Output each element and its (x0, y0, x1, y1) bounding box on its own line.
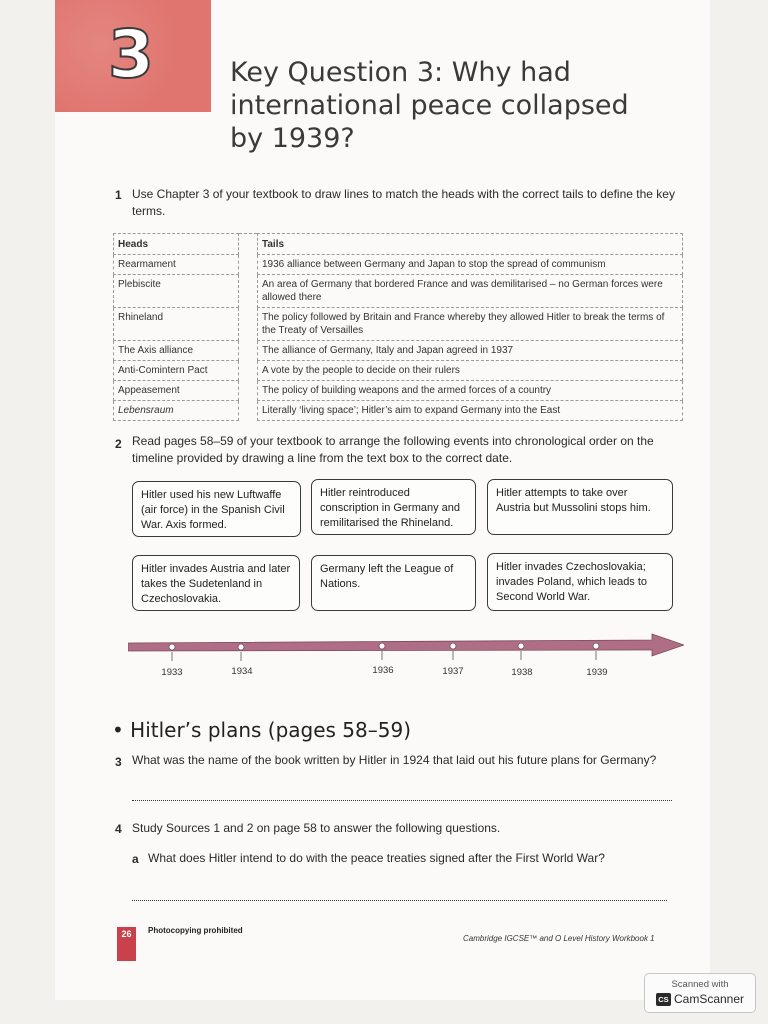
q2-text: Read pages 58–59 of your textbook to arrange the following events into chronological order on the timeline provided by drawing a line from the text box to the correct date. (132, 434, 654, 465)
event-box[interactable]: Hitler invades Austria and later takes the Sudetenland in Czechoslovakia. (132, 555, 300, 611)
section-heading-text: Hitler’s plans (pages 58–59) (130, 718, 412, 742)
event-box[interactable]: Hitler reintroduced conscription in Germany and remilitarised the Rhineland. (311, 479, 476, 535)
tail-definition: Literally ‘living space’; Hitler’s aim to expand Germany into the East (257, 401, 683, 421)
q2-number: 2 (115, 437, 122, 451)
tail-definition: The alliance of Germany, Italy and Japan agreed in 1937 (257, 341, 683, 361)
book-title: Cambridge IGCSE™ and O Level History Workbook 1 (463, 934, 655, 943)
camscanner-name: CamScanner (673, 992, 745, 1006)
key-question-title: Key Question 3: Why had international peace collapsed by 1939? (230, 57, 629, 154)
bullet-point: • (112, 718, 124, 742)
timeline-dot-1939 (593, 643, 599, 649)
head-term: The Axis alliance (113, 341, 239, 361)
q4-text: Study Sources 1 and 2 on page 58 to answer the following questions. (132, 821, 501, 835)
q1-text: Use Chapter 3 of your textbook to draw lines to match the heads with the correct tails to define the key terms. (132, 187, 675, 218)
event-box[interactable]: Hitler invades Czechoslovakia; invades Poland, which leads to Second World War. (487, 553, 673, 611)
event-box[interactable]: Hitler used his new Luftwaffe (air force) in the Spanish Civil War. Axis formed. (132, 481, 301, 537)
table-row (113, 255, 683, 275)
tail-definition: An area of Germany that bordered France and was demilitarised – no German forces were allowed there (257, 275, 683, 308)
timeline-year-label: 1938 (511, 667, 533, 678)
page-number-badge: 26 (117, 927, 136, 961)
timeline-year-label: 1937 (442, 666, 464, 677)
tail-definition: A vote by the people to decide on their rulers (257, 361, 683, 381)
tail-definition: The policy followed by Britain and France whereby they allowed Hitler to break the terms of the Treaty of Versailles (257, 308, 683, 341)
head-term: Plebiscite (113, 275, 239, 308)
timeline-year-label: 1939 (586, 667, 608, 678)
head-term: Appeasement (113, 381, 239, 401)
heads-header: Heads (113, 233, 239, 255)
q4a-label: a (132, 852, 139, 866)
event-box[interactable]: Germany left the League of Nations. (311, 555, 476, 611)
timeline-year-label: 1933 (161, 667, 183, 678)
q3-text: What was the name of the book written by Hitler in 1924 that laid out his future plans for Germany? (132, 753, 657, 767)
scanned-with-text: Scanned with (671, 979, 729, 990)
timeline-dot-1937 (450, 643, 456, 649)
timeline (128, 632, 684, 682)
event-box[interactable]: Hitler attempts to take over Austria but Mussolini stops him. (487, 479, 673, 535)
q4-number: 4 (115, 822, 122, 836)
tails-header: Tails (257, 233, 683, 255)
q3-number: 3 (115, 755, 122, 769)
camscanner-logo-icon: CS (656, 993, 671, 1006)
timeline-year-label: 1936 (372, 665, 394, 676)
table-row (113, 401, 683, 421)
timeline-dot-1934 (238, 644, 244, 650)
tail-definition: 1936 alliance between Germany and Japan to stop the spread of communism (257, 255, 683, 275)
timeline-dot-1933 (169, 644, 175, 650)
timeline-arrow (128, 632, 684, 662)
tail-definition: The policy of building weapons and the armed forces of a country (257, 381, 683, 401)
table-row (113, 361, 683, 381)
table-row (113, 275, 683, 308)
q4a-answer-line[interactable] (132, 900, 667, 901)
q4a-text: What does Hitler intend to do with the peace treaties signed after the First World War? (148, 851, 605, 865)
table-row (113, 381, 683, 401)
timeline-dot-1938 (518, 643, 524, 649)
photocopying-notice: Photocopying prohibited (148, 926, 243, 935)
head-term: Lebensraum (113, 401, 239, 421)
q3-answer-line[interactable] (132, 800, 672, 801)
head-term: Anti-Comintern Pact (113, 361, 239, 381)
table-row (113, 308, 683, 341)
timeline-year-label: 1934 (231, 666, 253, 677)
head-term: Rearmament (113, 255, 239, 275)
section-heading (112, 718, 411, 742)
heads-tails-table (113, 233, 683, 421)
chapter-number: 3 (108, 16, 154, 93)
timeline-dot-1936 (379, 643, 385, 649)
camscanner-watermark (644, 973, 756, 1013)
q1-number: 1 (115, 188, 122, 202)
table-row (113, 341, 683, 361)
head-term: Rhineland (113, 308, 239, 341)
